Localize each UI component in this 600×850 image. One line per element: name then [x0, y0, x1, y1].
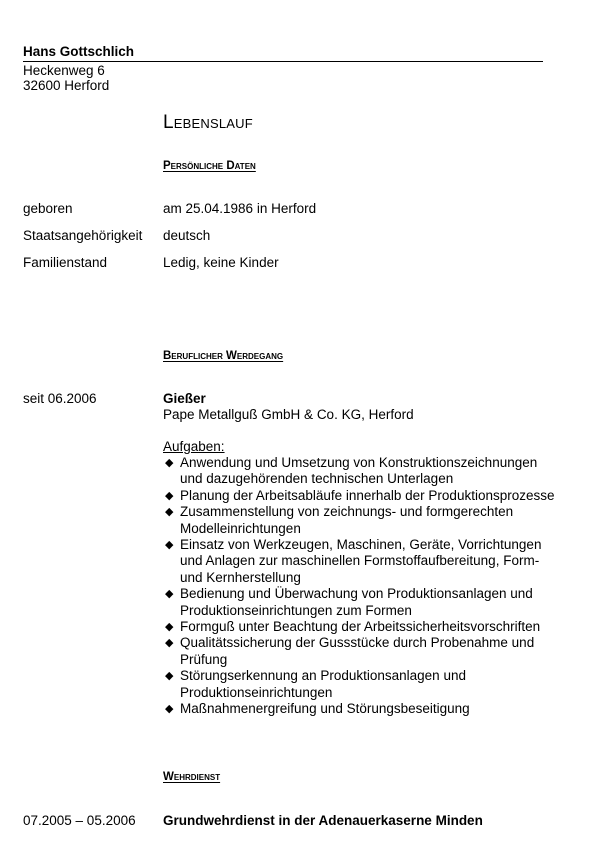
list-item	[163, 455, 573, 488]
header-divider	[23, 61, 543, 62]
section-heading-personal: Persönliche Daten	[163, 160, 256, 172]
task-line: und Kernherstellung	[180, 569, 301, 585]
document-title: Lebenslauf	[163, 112, 253, 133]
task-line: Bedienung und Überwachung von Produktionsanlagen und	[180, 586, 533, 602]
diamond-bullet-icon: ◆	[165, 637, 174, 650]
list-item	[163, 488, 573, 504]
list-item	[163, 668, 573, 701]
section-heading-military: Wehrdienst	[163, 771, 221, 783]
list-item	[163, 504, 573, 537]
task-line: Planung der Arbeitsabläufe innerhalb der Produktionsprozesse	[180, 487, 555, 503]
personal-label-nationality: Staatsangehörigkeit	[23, 228, 143, 243]
diamond-bullet-icon: ◆	[165, 457, 174, 469]
task-line: Prüfung	[180, 651, 228, 667]
task-line: Störungserkennung an Produktionsanlagen und	[180, 668, 466, 684]
task-line: Produktionseinrichtungen	[180, 684, 333, 700]
personal-value-born: am 25.04.1986 in Herford	[163, 201, 317, 216]
task-line: Produktionseinrichtungen zum Formen	[180, 602, 412, 618]
diamond-bullet-icon: ◆	[165, 703, 174, 716]
task-line: Modelleinrichtungen	[180, 520, 301, 536]
task-line: Anwendung und Umsetzung von Konstruktionszeichnungen	[180, 455, 538, 470]
list-item	[163, 635, 573, 668]
personal-label-marital-status: Familienstand	[23, 255, 108, 270]
task-line: und dazugehörenden technischen Unterlagen	[180, 471, 454, 487]
diamond-bullet-icon: ◆	[165, 621, 174, 634]
task-line: Einsatz von Werkzeugen, Maschinen, Geräte, Vorrichtungen	[180, 537, 542, 553]
task-line: Qualitätssicherung der Gussstücke durch Probenahme und	[180, 635, 535, 651]
task-line: und Anlagen zur maschinellen Formstoffaufbereitung, Form-	[180, 553, 540, 569]
diamond-bullet-icon: ◆	[165, 489, 174, 502]
applicant-name: Hans Gottschlich	[23, 44, 135, 59]
career-task-list	[163, 455, 573, 718]
diamond-bullet-icon: ◆	[165, 588, 174, 601]
career-period: seit 06.2006	[23, 391, 97, 406]
personal-value-nationality: deutsch	[163, 228, 211, 243]
section-heading-career: Beruflicher Werdegang	[163, 350, 284, 362]
list-item	[163, 701, 573, 717]
list-item	[163, 537, 573, 586]
diamond-bullet-icon: ◆	[165, 539, 174, 552]
list-item	[163, 619, 573, 635]
personal-value-marital-status: Ledig, keine Kinder	[163, 255, 279, 270]
task-line: Formguß unter Beachtung der Arbeitssicherheitsvorschriften	[180, 619, 541, 635]
address-street: Heckenweg 6	[23, 63, 105, 78]
diamond-bullet-icon: ◆	[165, 670, 174, 683]
list-item	[163, 586, 573, 619]
address-city: 32600 Herford	[23, 78, 110, 93]
career-company: Pape Metallguß GmbH & Co. KG, Herford	[163, 407, 414, 422]
personal-label-born: geboren	[23, 201, 73, 216]
career-job-title: Gießer	[163, 391, 206, 406]
task-line: Zusammenstellung von zeichnungs- und formgerechten	[180, 504, 514, 520]
task-line: Maßnahmenergreifung und Störungsbeseitigung	[180, 701, 470, 717]
military-description: Grundwehrdienst in der Adenauerkaserne Minden	[163, 813, 483, 828]
diamond-bullet-icon: ◆	[165, 506, 174, 519]
military-period: 07.2005 – 05.2006	[23, 813, 136, 828]
career-tasks-label: Aufgaben:	[163, 439, 225, 454]
